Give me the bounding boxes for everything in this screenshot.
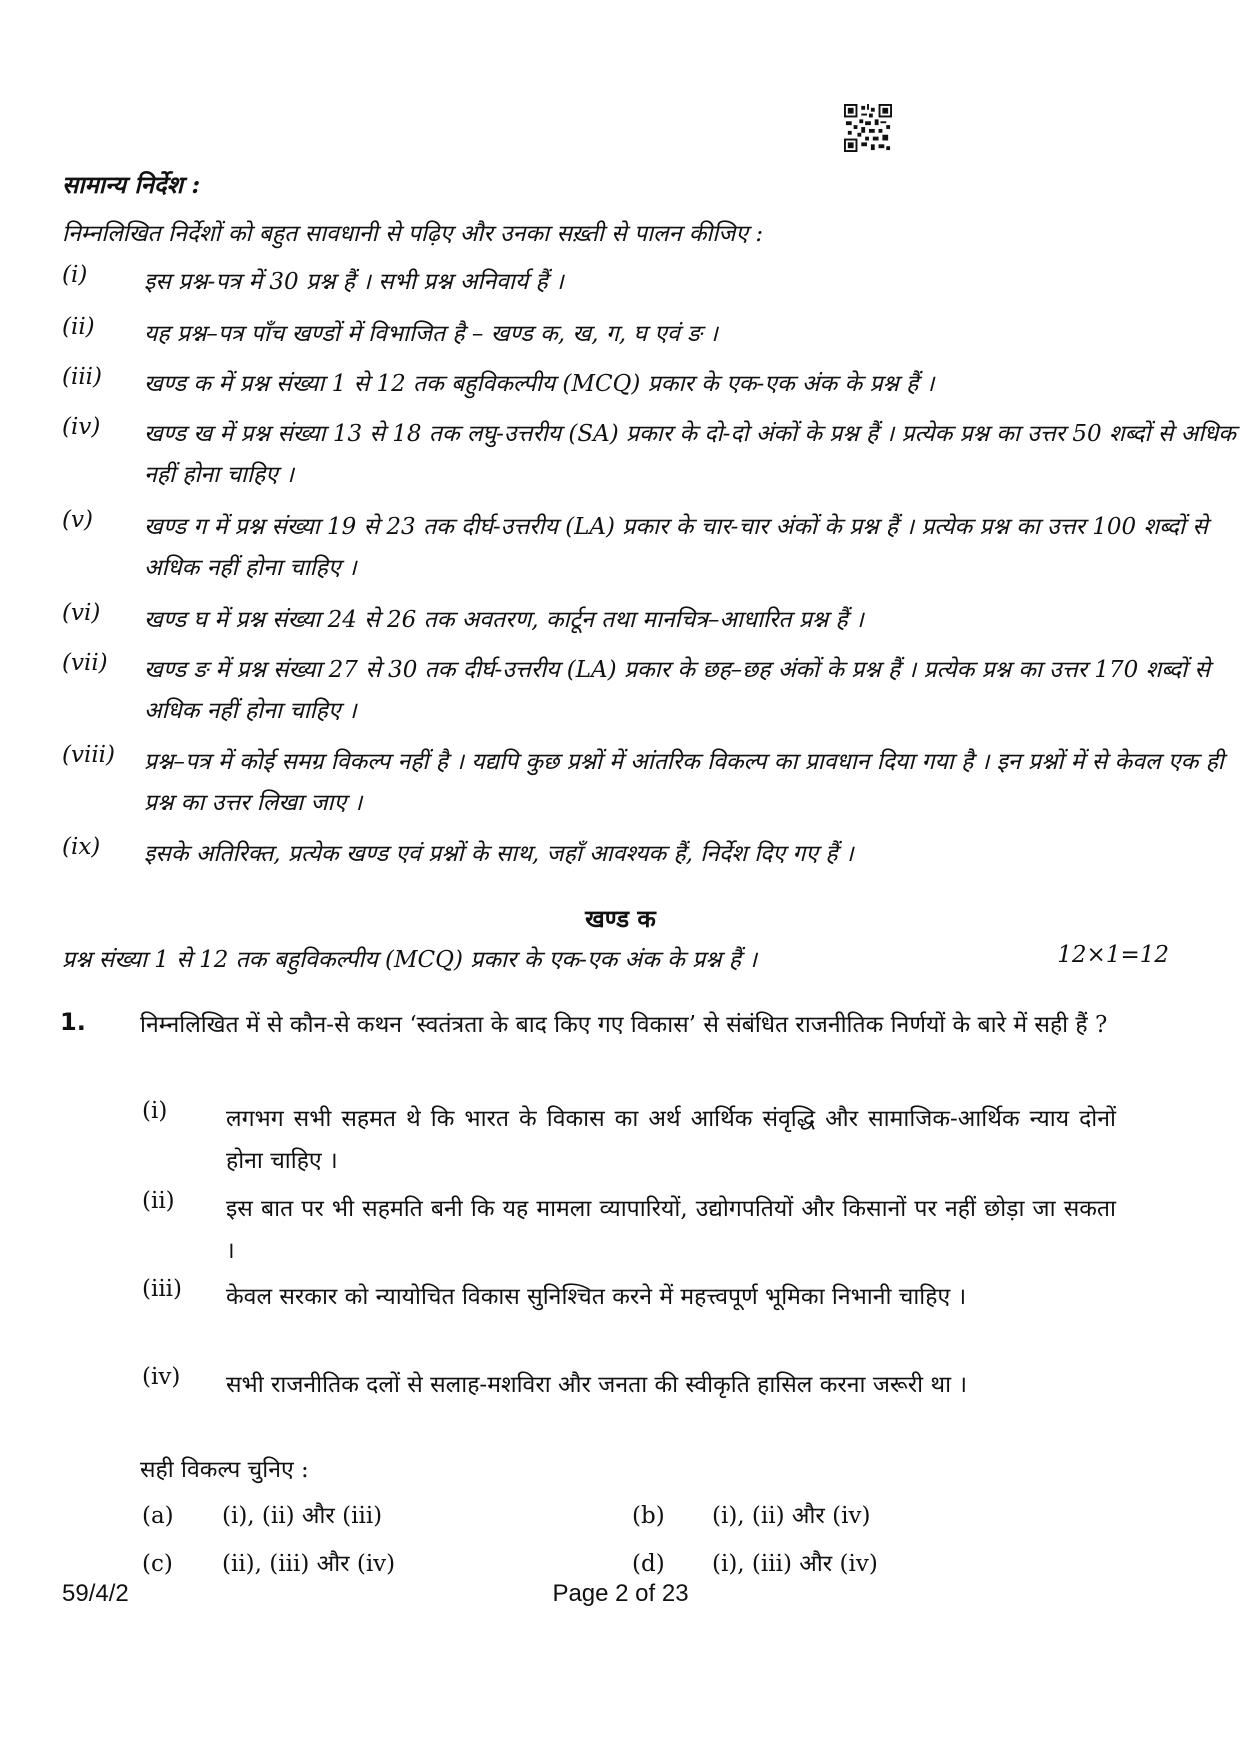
question-number: 1. [60,1008,86,1036]
choose-prompt: सही विकल्प चुनिए : [140,1457,309,1483]
instruction-number: (i) [62,262,88,288]
instruction-number: (ii) [62,314,95,340]
option-text: (ii), (iii) और (iv) [222,1551,396,1577]
general-instructions-heading: सामान्य निर्देश : [62,170,201,199]
option-label: (c) [142,1551,173,1577]
statement-number: (iv) [142,1364,181,1390]
instruction-text: यह प्रश्न–पत्र पाँच खण्डों में विभाजित है – खण्ड क, ख, ग, घ एवं ङ । [144,321,718,347]
option-label: (b) [632,1503,665,1529]
paper-code: 59/4/2 [62,1580,129,1607]
statement-number: (iii) [142,1276,183,1302]
instruction-text: खण्ड क में प्रश्न संख्या 1 से 12 तक बहुविकल्पीय (MCQ) प्रकार के एक-एक अंक के प्रश्न हैं । [144,371,935,397]
qr-code-icon [844,104,892,152]
instruction-number: (vi) [62,600,101,626]
instruction-text: प्रश्न–पत्र में कोई समग्र विकल्प नहीं है । यद्यपि कुछ प्रश्नों में आंतरिक विकल्प का प्रावधान दिया गया है । इन प्रश्नों में से केवल एक ही प्रश्न का उत्तर लिखा जाए । [144,749,1224,816]
instruction-number: (v) [62,507,93,533]
option-text: (i), (iii) और (iv) [712,1551,878,1577]
statement-number: (i) [142,1098,168,1124]
statement-text: केवल सरकार को न्यायोचित विकास सुनिश्चित करने में महत्त्वपूर्ण भूमिका निभानी चाहिए । [226,1284,967,1310]
option-d[interactable] [632,1546,878,1578]
option-c[interactable] [142,1546,395,1578]
option-a[interactable] [142,1498,382,1530]
general-instructions-intro: निम्नलिखित निर्देशों को बहुत सावधानी से पढ़िए और उनका सख़्ती से पालन कीजिए : [62,221,764,247]
option-text: (i), (ii) और (iv) [712,1503,871,1529]
section-note: प्रश्न संख्या 1 से 12 तक बहुविकल्पीय (MCQ) प्रकार के एक-एक अंक के प्रश्न हैं । [62,947,757,973]
instruction-number: (vii) [62,650,108,676]
option-label: (d) [632,1551,665,1577]
statement-number: (ii) [142,1188,175,1214]
option-label: (a) [142,1503,174,1529]
section-title: खण्ड क [585,904,656,933]
instruction-text: खण्ड ङ में प्रश्न संख्या 27 से 30 तक दीर्घ-उत्तरीय (LA) प्रकार के छह–छह अंकों के प्रश्न हैं । प्रत्येक प्रश्न का उत्तर 170 शब्दों से अधिक नहीं होना चाहिए । [144,657,1210,724]
instruction-number: (ix) [62,834,101,860]
question-text: निम्नलिखित में से कौन-से कथन ‘स्वतंत्रता के बाद किए गए विकास’ से संबंधित राजनीतिक निर्णयों के बारे में सही हैं ? [140,1012,1108,1038]
instruction-text: इसके अतिरिक्त, प्रत्येक खण्ड एवं प्रश्नों के साथ, जहाँ आवश्यक हैं, निर्देश दिए गए हैं । [144,841,854,867]
instruction-number: (viii) [62,742,116,768]
option-b[interactable] [632,1498,870,1530]
statement-text: लगभग सभी सहमत थे कि भारत के विकास का अर्थ आर्थिक संवृद्धि और सामाजिक-आर्थिक न्याय दोनों होना चाहिए । [226,1106,1116,1174]
statement-text: सभी राजनीतिक दलों से सलाह-मशविरा और जनता की स्वीकृति हासिल करना जरूरी था । [226,1372,968,1398]
statement-text: इस बात पर भी सहमति बनी कि यह मामला व्यापारियों, उद्योगपतियों और किसानों पर नहीं छोड़ा जा सकता । [226,1196,1116,1264]
section-marks: 12×1=12 [1057,942,1169,968]
instruction-text: खण्ड ग में प्रश्न संख्या 19 से 23 तक दीर्घ-उत्तरीय (LA) प्रकार के चार-चार अंकों के प्रश्न हैं । प्रत्येक प्रश्न का उत्तर 100 शब्दों से अधिक नहीं होना चाहिए । [144,514,1208,581]
option-text: (i), (ii) और (iii) [222,1503,383,1529]
instruction-number: (iv) [62,414,101,440]
instruction-text: इस प्रश्न-पत्र में 30 प्रश्न हैं । सभी प्रश्न अनिवार्य हैं । [144,269,564,295]
instruction-text: खण्ड घ में प्रश्न संख्या 24 से 26 तक अवतरण, कार्टून तथा मानचित्र–आधारित प्रश्न हैं । [144,607,864,633]
instruction-number: (iii) [62,364,103,390]
instruction-text: खण्ड ख में प्रश्न संख्या 13 से 18 तक लघु-उत्तरीय (SA) प्रकार के दो-दो अंकों के प्रश्न हैं । प्रत्येक प्रश्न का उत्तर 50 शब्दों से अधिक नहीं होना चाहिए । [144,421,1236,488]
page-number: Page 2 of 23 [552,1580,689,1607]
